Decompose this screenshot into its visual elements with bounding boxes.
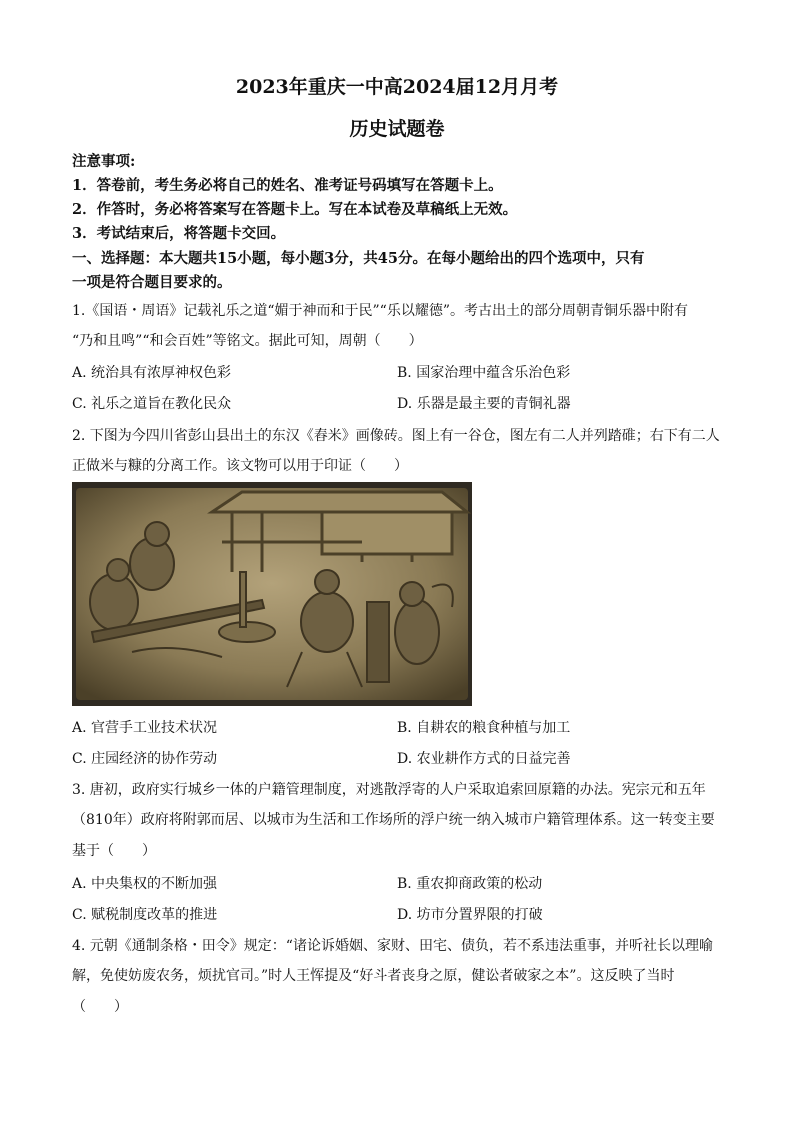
question-4-text: （ ）	[72, 999, 128, 1015]
option-c: C. 庄园经济的协作劳动	[72, 751, 218, 767]
section-heading-cont: 一项是符合题目要求的。	[72, 274, 232, 291]
option-c: C. 赋税制度改革的推进	[72, 907, 218, 923]
option-b: B. 自耕农的粮食种植与加工	[397, 720, 571, 736]
question-1-text: 1.《国语・周语》记载礼乐之道“媚于神而和于民”“乐以耀德”。考古出土的部分周朝青铜乐器中附有	[72, 303, 688, 319]
exam-title: 2023年重庆一中高2024届12月月考	[235, 76, 559, 98]
question-2-text: 正做米与糠的分离工作。该文物可以用于印证（ ）	[72, 458, 408, 474]
note-item: 3．考试结束后，将答题卡交回。	[72, 225, 286, 242]
notes-heading: 注意事项:	[72, 153, 136, 170]
option-d: D. 乐器是最主要的青铜礼器	[397, 396, 571, 412]
section-heading: 一、选择题：本大题共15小题，每小题3分，共45分。在每小题给出的四个选项中，只有	[72, 250, 645, 267]
question-1-text: “乃和且鸣”“和会百姓”等铭文。据此可知，周朝（ ）	[72, 333, 423, 349]
option-a: A. 统治具有浓厚神权色彩	[72, 365, 232, 381]
note-item: 2．作答时，务必将答案写在答题卡上。写在本试卷及草稿纸上无效。	[72, 201, 518, 218]
option-d: D. 坊市分置界限的打破	[397, 907, 543, 923]
question-2-text: 2. 下图为今四川省彭山县出土的东汉《舂米》画像砖。图上有一谷仓，图左有二人并列踏碓；右下有二人	[72, 428, 720, 444]
note-item: 1．答卷前，考生务必将自己的姓名、准考证号码填写在答题卡上。	[72, 177, 503, 194]
question-3-text: 基于（ ）	[72, 843, 156, 859]
rice-pounding-brick-image	[72, 482, 472, 706]
option-b: B. 国家治理中蕴含乐治色彩	[397, 365, 571, 381]
question-3-text: （810年）政府将附郭而居、以城市为生活和工作场所的浮户统一纳入城市户籍管理体系。这一转变主要	[72, 812, 715, 828]
option-a: A. 官营手工业技术状况	[72, 720, 218, 736]
option-a: A. 中央集权的不断加强	[72, 876, 218, 892]
question-4-text: 4. 元朝《通制条格・田令》规定：“诸论诉婚姻、家财、田宅、债负，若不系违法重事，并听社长以理喻	[72, 938, 713, 954]
exam-subtitle: 历史试题卷	[349, 118, 445, 140]
option-d: D. 农业耕作方式的日益完善	[397, 751, 571, 767]
question-3-text: 3. 唐初，政府实行城乡一体的户籍管理制度，对逃散浮寄的人户采取追索回原籍的办法。宪宗元和五年	[72, 782, 706, 798]
question-4-text: 解，免使妨废农务，烦扰官司。”时人王恽提及“好斗者丧身之原，健讼者破家之本”。这反映了当时	[72, 968, 675, 984]
option-c: C. 礼乐之道旨在教化民众	[72, 396, 232, 412]
option-b: B. 重农抑商政策的松动	[397, 876, 543, 892]
